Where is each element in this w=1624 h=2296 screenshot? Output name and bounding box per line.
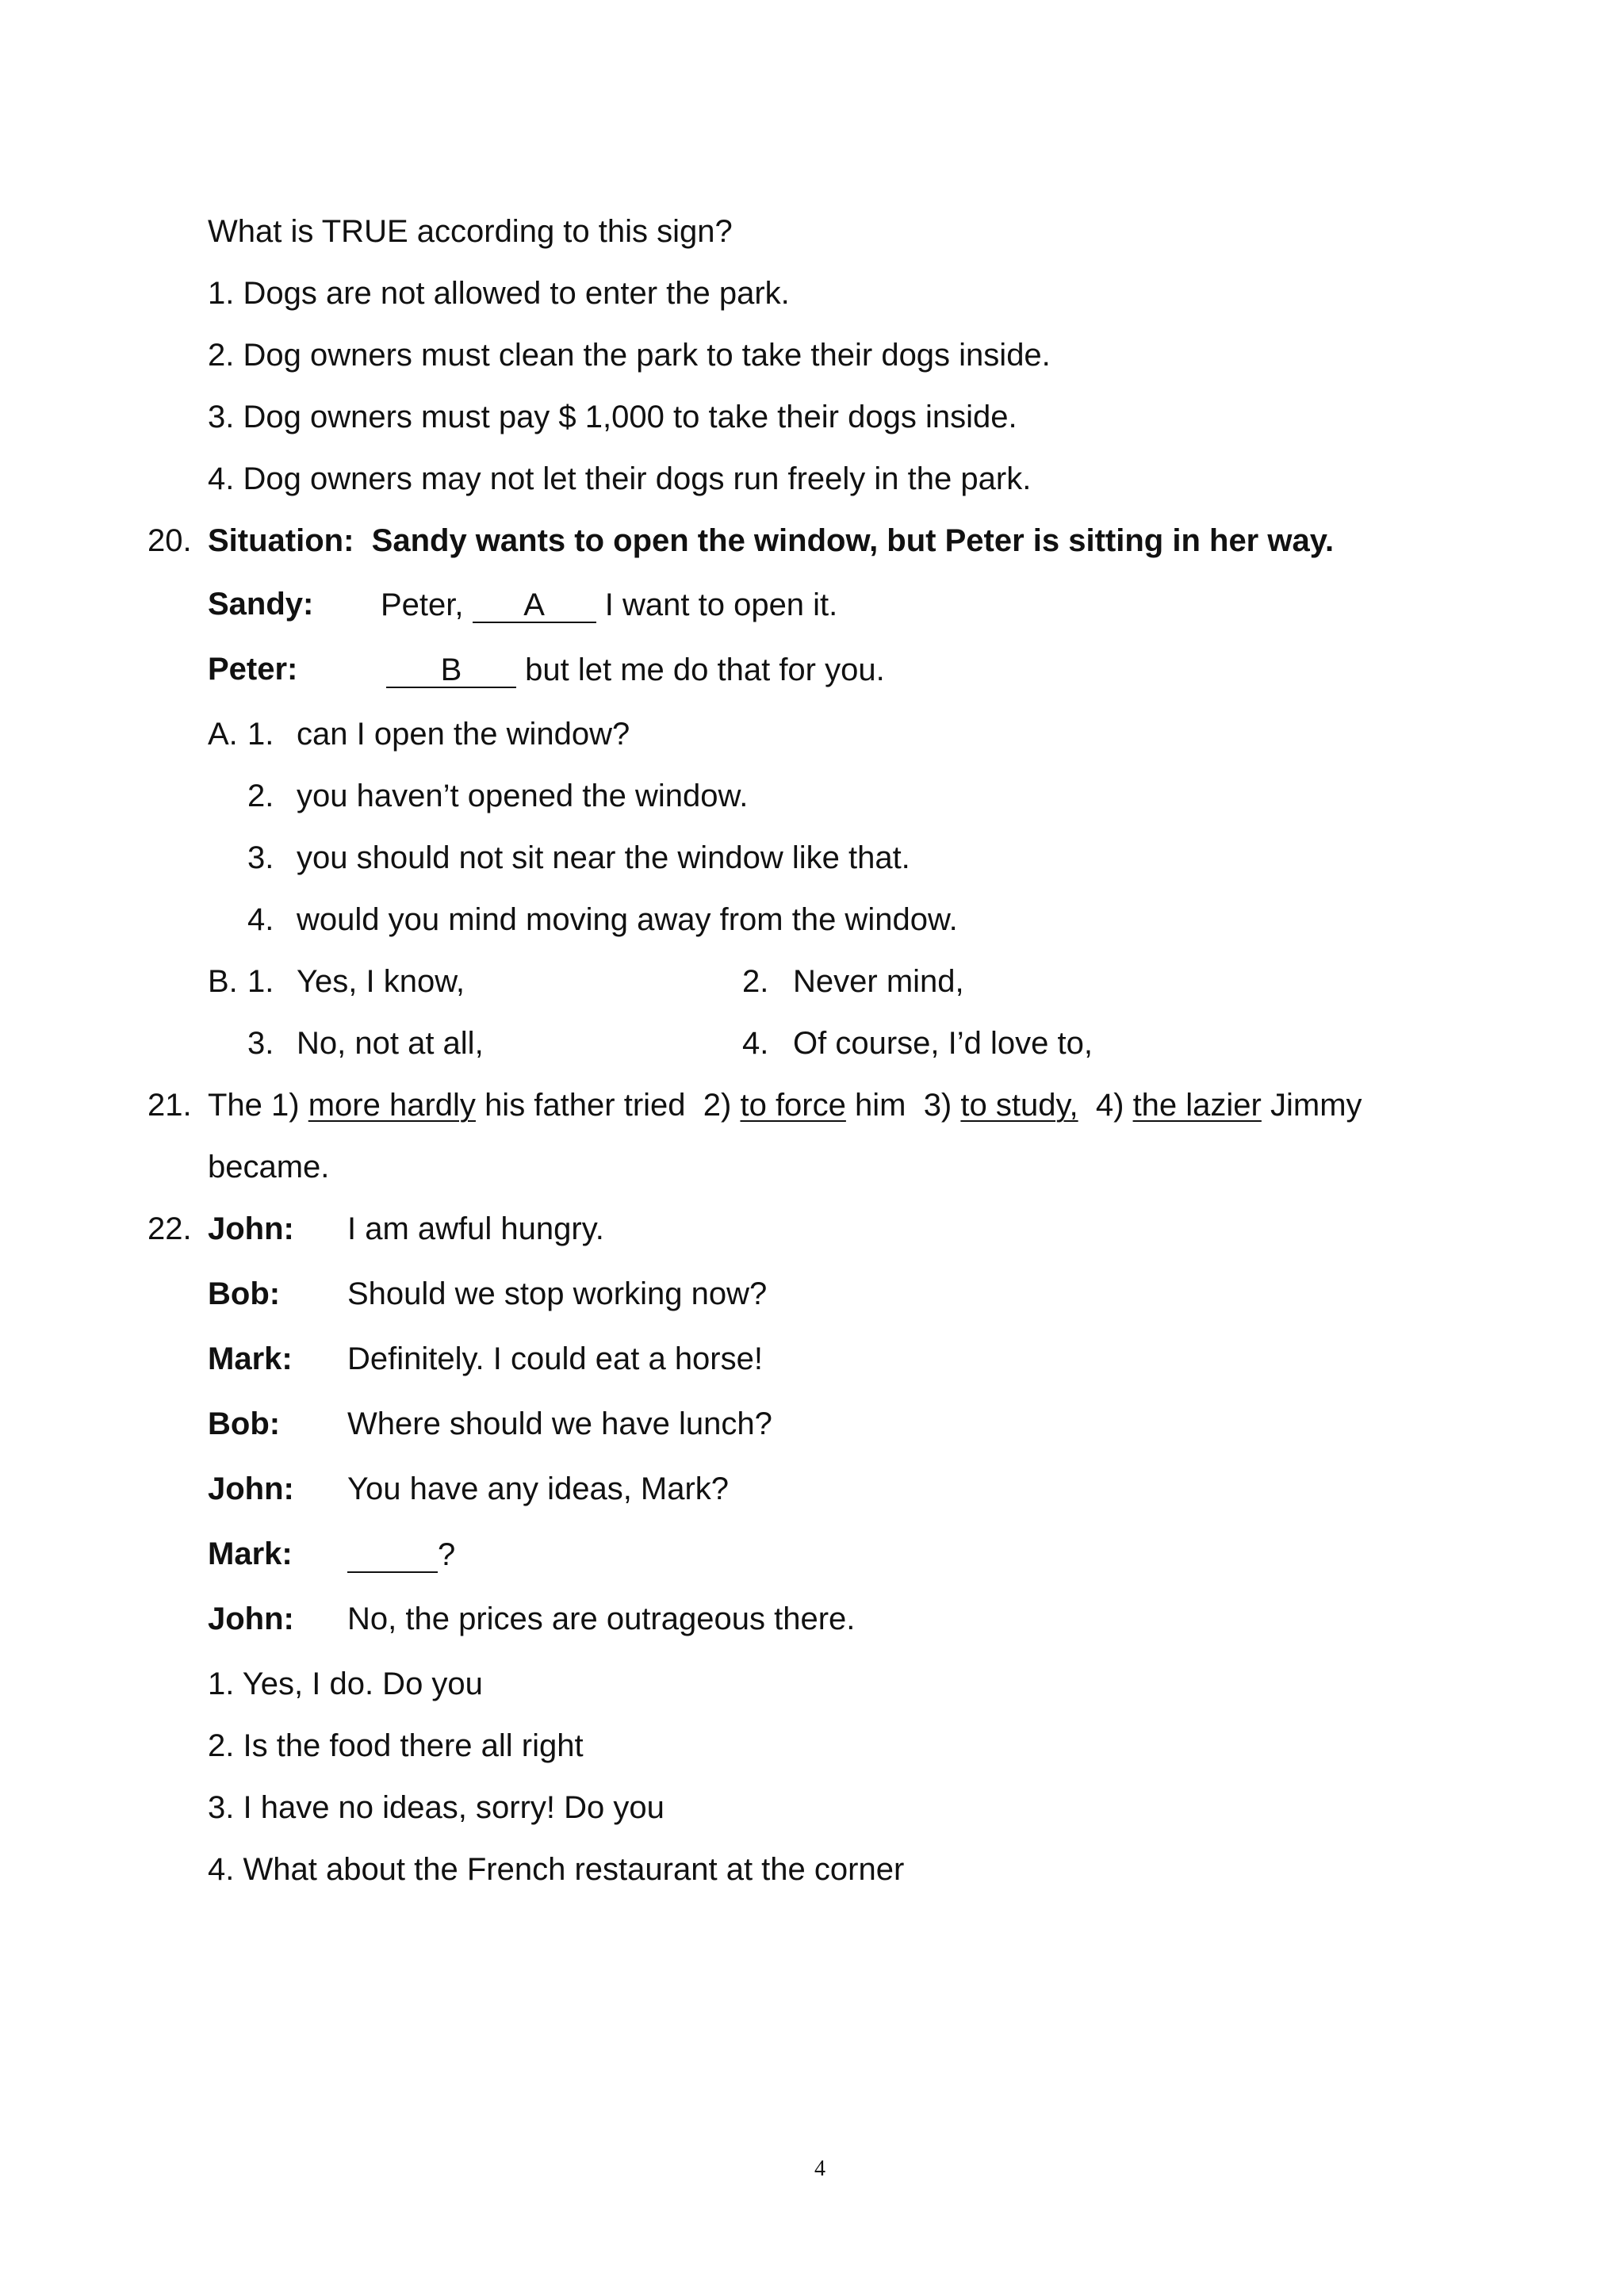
- q20-a-num-2: 2.: [247, 779, 274, 813]
- q20-blank-a: A: [473, 588, 596, 623]
- q22-speaker-1: John:: [208, 1211, 294, 1246]
- q20-situation: [208, 525, 1334, 557]
- q20-sandy-pre: Peter,: [381, 587, 464, 622]
- q20-situation-text: Sandy wants to open the window, but Peter is sitting in her way.: [371, 523, 1335, 558]
- q19-option-2: 2. Dog owners must clean the park to take their dogs inside.: [208, 338, 1051, 373]
- q20-situation-label: Situation:: [208, 523, 354, 558]
- q21-num-3: 3): [923, 1088, 952, 1123]
- q20-b-prefix: B.: [208, 964, 238, 999]
- q22-speaker-3: Mark:: [208, 1341, 293, 1376]
- q22-speaker-5: John:: [208, 1471, 294, 1506]
- q20-sandy-post: I want to open it.: [604, 587, 838, 622]
- q21-text-4: Jimmy: [1270, 1088, 1362, 1123]
- q22-speaker-4: Bob:: [208, 1406, 281, 1441]
- q20-b-num-4: 4.: [742, 1026, 769, 1061]
- q22-line-5: You have any ideas, Mark?: [347, 1471, 730, 1506]
- q20-a-text-1: can I open the window?: [297, 717, 630, 752]
- q21-num-4: 4): [1095, 1088, 1124, 1123]
- q22-speaker-2: Bob:: [208, 1276, 281, 1311]
- q20-b-text-3: No, not at all,: [297, 1026, 484, 1061]
- q22-line-2: Should we stop working now?: [347, 1276, 768, 1311]
- q21-number: 21.: [147, 1088, 192, 1123]
- q22-option-4: 4. What about the French restaurant at the corner: [208, 1852, 905, 1887]
- q19-option-1: 1. Dogs are not allowed to enter the park.: [208, 276, 790, 311]
- q20-a-text-3: you should not sit near the window like that.: [297, 840, 910, 875]
- q21-num-2: 2): [703, 1088, 732, 1123]
- q19-option-3: 3. Dog owners must pay $ 1,000 to take their dogs inside.: [208, 400, 1017, 434]
- q21-underline-2: to force: [740, 1088, 846, 1123]
- q20-number: 20.: [147, 523, 192, 558]
- q22-line-6-text: ?: [438, 1537, 456, 1572]
- q20-b-text-2: Never mind,: [793, 964, 964, 999]
- q22-line-1: I am awful hungry.: [347, 1211, 604, 1246]
- q20-a-prefix: A.: [208, 717, 238, 752]
- q22-blank: [347, 1538, 438, 1573]
- q20-a-text-4: would you mind moving away from the window.: [297, 902, 958, 937]
- q20-b-num-3: 3.: [247, 1026, 274, 1061]
- q20-b-text-4: Of course, I’d love to,: [793, 1026, 1093, 1061]
- q22-option-3: 3. I have no ideas, sorry! Do you: [208, 1790, 665, 1825]
- q22-line-7: No, the prices are outrageous there.: [347, 1601, 856, 1636]
- page-number: 4: [814, 2156, 825, 2181]
- q22-line-4: Where should we have lunch?: [347, 1406, 772, 1441]
- q19-question: What is TRUE according to this sign?: [208, 214, 733, 249]
- q21-underline-1: more hardly: [308, 1088, 476, 1123]
- q20-b-text-1: Yes, I know,: [297, 964, 465, 999]
- q22-speaker-7: John:: [208, 1601, 294, 1636]
- q21-text-2: his father tried: [485, 1088, 686, 1123]
- q20-sandy-line: [381, 588, 837, 623]
- q22-line-3: Definitely. I could eat a horse!: [347, 1341, 763, 1376]
- q21-line-2: became.: [208, 1150, 330, 1184]
- q20-a-num-4: 4.: [247, 902, 274, 937]
- q20-sandy-label: Sandy:: [208, 587, 314, 622]
- q21-text-1: The 1): [208, 1088, 300, 1123]
- q21-underline-3: to study,: [960, 1088, 1078, 1123]
- q21-text-3: him: [855, 1088, 906, 1123]
- q20-peter-label: Peter:: [208, 652, 298, 687]
- q20-a-text-2: you haven’t opened the window.: [297, 779, 749, 813]
- q22-option-1: 1. Yes, I do. Do you: [208, 1667, 483, 1701]
- q20-b-num-2: 2.: [742, 964, 769, 999]
- q20-a-num-3: 3.: [247, 840, 274, 875]
- q20-blank-b: B: [386, 653, 516, 688]
- q22-number: 22.: [147, 1211, 192, 1246]
- q20-peter-line: [386, 653, 885, 688]
- q21-underline-4: the lazier: [1132, 1088, 1262, 1123]
- q21-sentence: [208, 1089, 1362, 1121]
- q22-line-6: [347, 1538, 455, 1573]
- q20-b-num-1: 1.: [247, 964, 274, 999]
- q20-peter-post: but let me do that for you.: [525, 652, 885, 687]
- q22-speaker-6: Mark:: [208, 1536, 293, 1571]
- q20-a-num-1: 1.: [247, 717, 274, 752]
- q22-option-2: 2. Is the food there all right: [208, 1728, 584, 1763]
- q19-option-4: 4. Dog owners may not let their dogs run freely in the park.: [208, 461, 1032, 496]
